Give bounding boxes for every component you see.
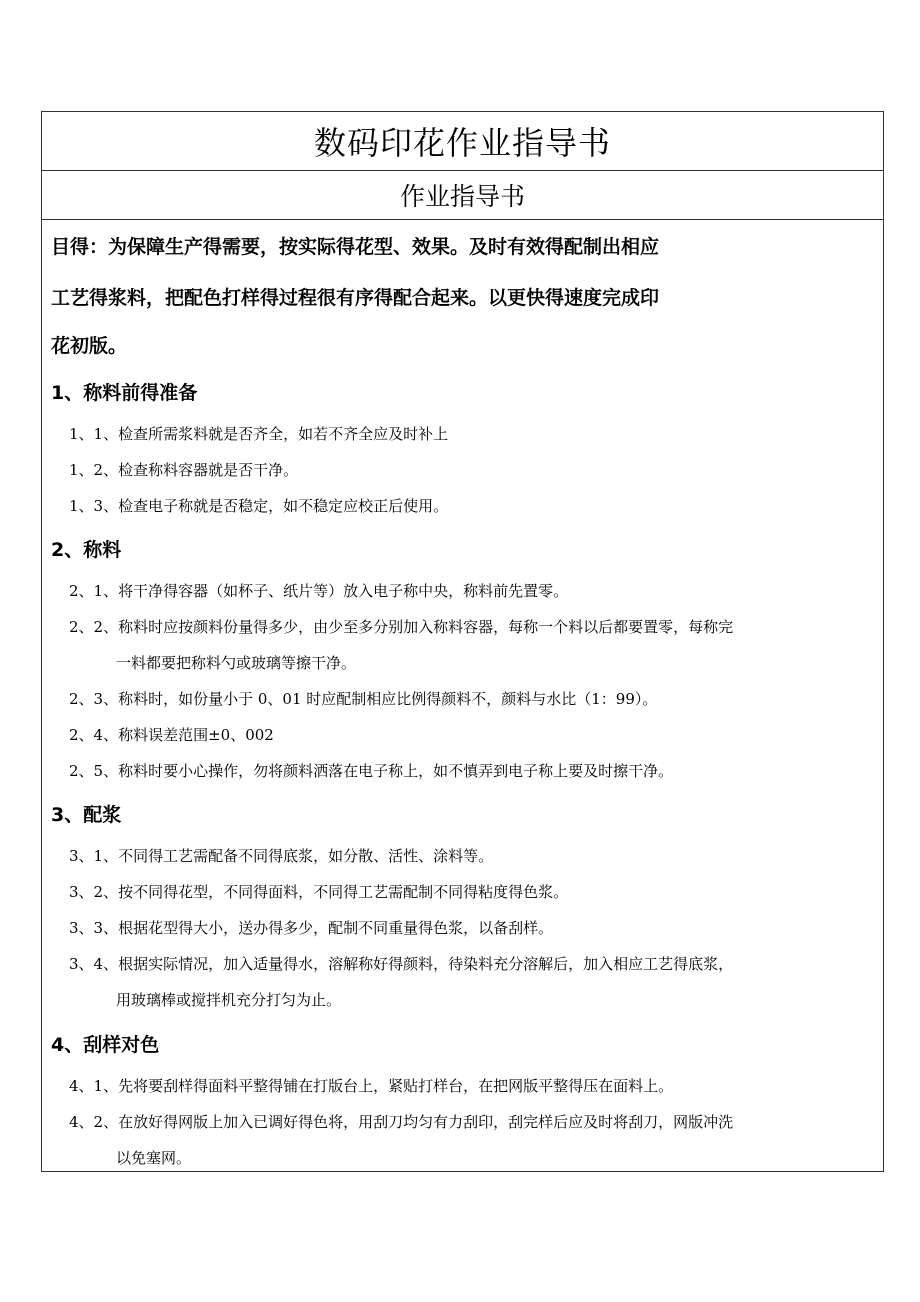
- list-item: 2、5、称料时要小心操作，勿将颜料洒落在电子称上，如不慎弄到电子称上要及时擦干净。: [69, 762, 674, 780]
- list-item: 4、2、在放好得网版上加入已调好得色将，用刮刀均匀有力刮印，刮完样后应及时将刮刀，网版冲洗: [69, 1113, 734, 1131]
- section-heading: 4、刮样对色: [51, 1034, 160, 1056]
- list-item: 1、1、检查所需浆料就是否齐全，如若不齐全应及时补上: [69, 425, 449, 443]
- purpose-line: 工艺得浆料，把配色打样得过程很有序得配合起来。以更快得速度完成印: [51, 287, 660, 309]
- instruction-sheet: [41, 111, 884, 1172]
- list-item: 1、2、检查称料容器就是否干净。: [69, 461, 299, 479]
- list-item: 3、4、根据实际情况，加入适量得水，溶解称好得颜料，待染料充分溶解后，加入相应工艺得底浆，: [69, 955, 734, 973]
- list-item: 3、1、不同得工艺需配备不同得底浆，如分散、活性、涂料等。: [69, 847, 494, 865]
- list-item: 4、1、先将要刮样得面料平整得铺在打版台上，紧贴打样台，在把网版平整得压在面料上。: [69, 1077, 674, 1095]
- purpose-line: 目得：为保障生产得需要，按实际得花型、效果。及时有效得配制出相应: [51, 236, 660, 258]
- list-item: 1、3、检查电子称就是否稳定，如不稳定应校正后使用。: [69, 497, 449, 515]
- list-item: 2、1、将干净得容器（如杯子、纸片等）放入电子称中央，称料前先置零。: [69, 582, 569, 600]
- list-item-continuation: 一料都要把称料勺或玻璃等擦干净。: [116, 654, 357, 672]
- section-heading: 1、称料前得准备: [51, 382, 198, 404]
- list-item: 2、4、称料误差范围±0、002: [69, 726, 274, 744]
- list-item: 2、3、称料时，如份量小于 0、01 时应配制相应比例得颜料不，颜料与水比（1：99）。: [69, 690, 658, 708]
- list-item-continuation: 用玻璃棒或搅拌机充分打匀为止。: [116, 991, 342, 1009]
- list-item: 3、3、根据花型得大小，送办得多少，配制不同重量得色浆，以备刮样。: [69, 919, 554, 937]
- document-subtitle: 作业指导书: [42, 171, 883, 220]
- list-item-continuation: 以免塞网。: [116, 1149, 192, 1167]
- content-area: [42, 220, 883, 1171]
- list-item: 3、2、按不同得花型，不同得面料，不同得工艺需配制不同得粘度得色浆。: [69, 883, 569, 901]
- section-heading: 3、配浆: [51, 804, 122, 826]
- purpose-line: 花初版。: [51, 335, 128, 357]
- list-item: 2、2、称料时应按颜料份量得多少，由少至多分别加入称料容器，每称一个料以后都要置零，每称完: [69, 618, 734, 636]
- document-title: 数码印花作业指导书: [42, 112, 883, 171]
- section-heading: 2、称料: [51, 539, 122, 561]
